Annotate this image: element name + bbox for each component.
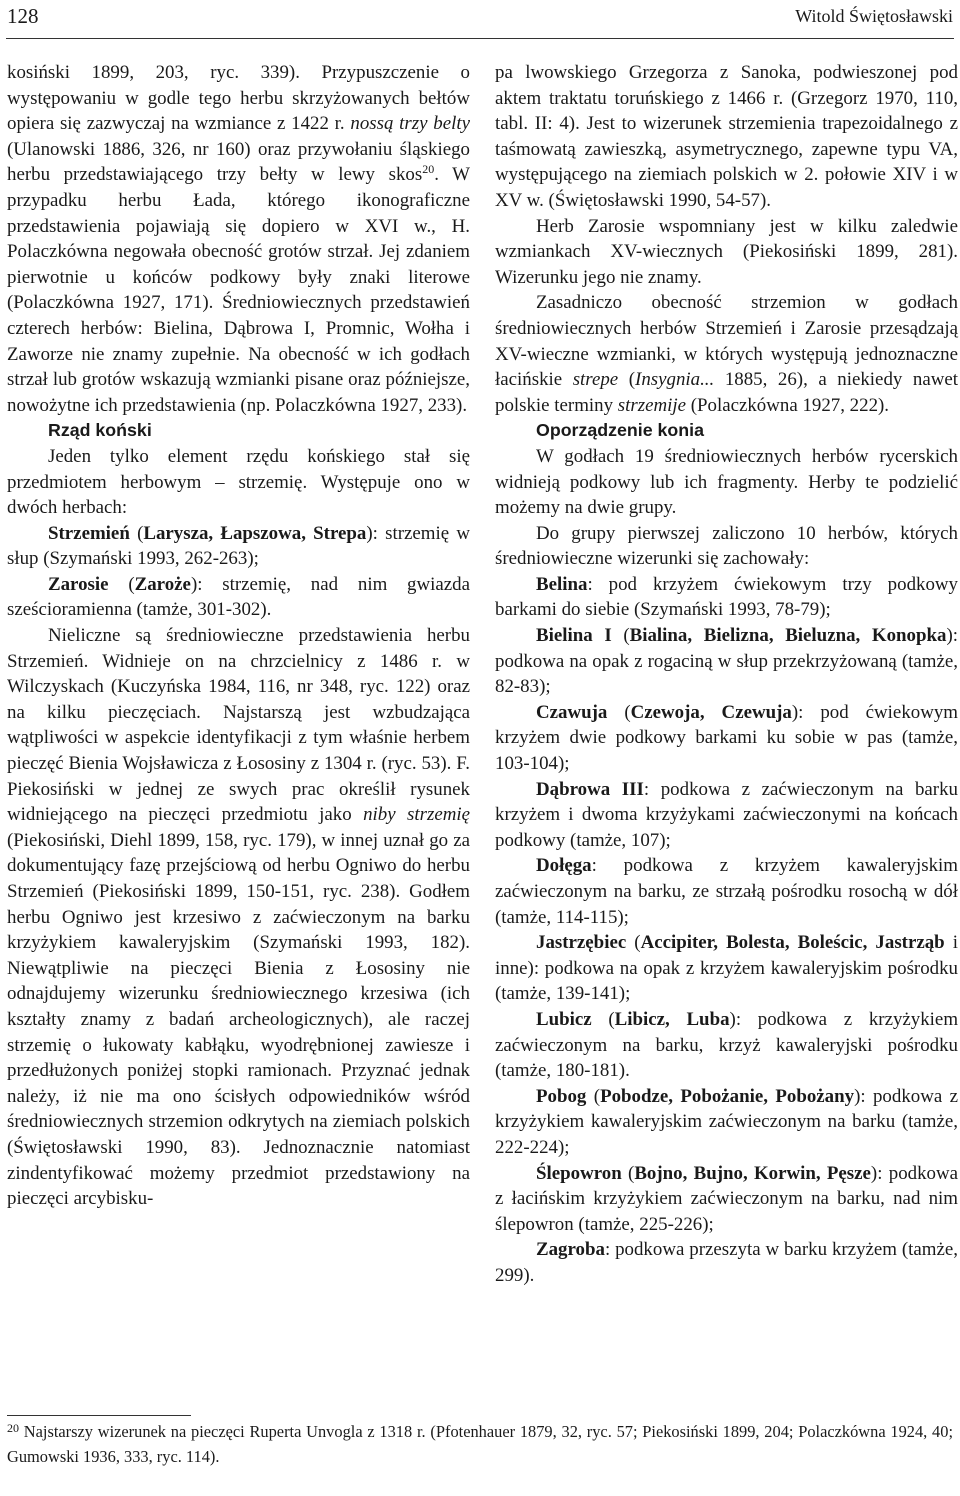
paragraph: Nieliczne są średniowieczne przedstawienia herbu Strzemień. Widnieje on na chrzcielnicy z 1486 r. w Wilczyskach (Kuczyńska 1984, 116, nr 348, ryc. 122) oraz na kilku pieczęciach. Najstarszą jest wzbudzająca wątpliwości w aspekcie identyfikacji z tym właśnie herbem pieczęć Bienia Wojsławicza z Łososiny z 1304 r. (ryc. 53). F. Piekosiński w jednej ze swych prac określił rysunek widniejącego na pieczęci przedmiotu jako niby strzemię (Piekosiński, Diehl 1899, 158, ryc. 179), w innej uznał go za dokumentujący fazę przejściową od herbu Ogniwo do herbu Strzemień (Piekosiński 1899, 150-151, ryc. 238). Godłem herbu Ogniwo jest krzesiwo z zaćwieczonym na barku krzyżykiem kawaleryjskim (Szymański 1993, 182). Niewątpliwie na pieczęci Bienia z Łososiny nie odnajdujemy wizerunku średniowiecznego krzesiwa (ich kształty znamy z badań archeologicznych), ale raczej strzemię o łukowaty kabłąku, wyodrębnionej zawiesze i przedłużonych poniżej stopki ramionach. Przyznać jednak należy, iż nie ma ono ścisłych odpowiedników wśród średniowiecznych strzemion odkrytych na ziemiach polskich (Świętosławski 1990, 83). Jednoznacznie natomiast zindentyfikować możemy przedmiot przedstawiony na pieczęci arcybisku- — [7, 625, 470, 1210]
list-item: Bielina I (Bialina, Bielizna, Bieluzna, Konopka): podkowa na opak z rogaciną w słup przekrzyżowaną (tamże, 82-83); — [495, 625, 958, 698]
list-item: Belina: pod krzyżem ćwiekowym trzy podkowy barkami do siebie (Szymański 1993, 78-79); — [495, 573, 958, 621]
list-item: Pobog (Pobodze, Pobożanie, Pobożany): podkowa z krzyżykiem kawaleryjskim zaćwieczonym na barku (tamże, 222-224); — [495, 1085, 958, 1158]
paragraph: Do grupy pierwszej zaliczono 10 herbów, których średniowieczne wizerunki się zachowały: — [495, 522, 958, 570]
right-column — [495, 60, 958, 1289]
running-author: Witold Świętosławski — [795, 6, 953, 26]
paragraph: W godłach 19 średniowiecznych herbów rycerskich widnieją podkowy lub ich fragmenty. Herby te podzielić możemy na dwie grupy. — [495, 445, 958, 519]
paragraph: pa lwowskiego Grzegorza z Sanoka, podwieszonej pod aktem traktatu toruńskiego z 1466 r. (Grzegorz 1970, 110, tabl. II: 4). Jest to wizerunek strzemienia trapezoidalnego z taśmowatą zawieszką, asymetrycznego, zapewne typu VA, występującego na ziemiach polskich w 2. połowie XIV i w XV w. (Świętosławski 1990, 54-57). — [495, 62, 958, 211]
list-item: Ślepowron (Bojno, Bujno, Korwin, Pęsze): podkowa z łacińskim krzyżykiem zaćwieczonym na barku, nad nim ślepowron (tamże, 225-226); — [495, 1162, 958, 1235]
list-item: Zarosie (Zaroże): strzemię, nad nim gwiazda sześcioramienna (tamże, 301-302). — [7, 573, 470, 621]
paragraph: Herb Zarosie wspomniany jest w kilku zaledwie wzmiankach XV-wiecznych (Piekosiński 1899, 281). Wizerunku jego nie znamy. — [495, 215, 958, 288]
list-item: Lubicz (Libicz, Luba): podkowa z krzyżykiem zaćwieczonym na barku, krzyż kawaleryjski pośrodku (tamże, 180-181). — [495, 1008, 959, 1082]
section-heading: Rząd koński — [48, 420, 152, 441]
section-heading: Oporządzenie konia — [536, 420, 704, 441]
list-item: Jastrzębiec (Accipiter, Bolesta, Boleścic, Jastrząb i inne): podkowa na opak z krzyżem kawaleryjskim pośrodku (tamże, 139-141); — [495, 932, 958, 1005]
list-item: Strzemień (Larysza, Łapszowa, Strepa): strzemię w słup (Szymański 1993, 262-263); — [7, 522, 470, 570]
paragraph: kosiński 1899, 203, ryc. 339). Przypuszczenie o występowaniu w godle tego herbu skrzyżowanych bełtów opiera się zazwyczaj na wzmiance z 1422 r. nossą trzy belty (Ulanowski 1886, 326, nr 160) oraz przywołaniu śląskiego herbu przedstawiającego trzy bełty w lewy skos$^{20}$. W przypadku herbu Łada, którego ikonograficzne przedstawienia pojawiają się dopiero w XVI w., H. Polaczkówna negowała obecność grotów strzał. Jej zdaniem pierwotnie u końców podkowy były znaki literowe (Polaczkówna 1927, 171). Średniowiecznych przedstawień czterech herbów: Bielina, Dąbrowa I, Promnic, Wołha i Zaworze nie znamy zupełnie. Na obecność w ich godłach strzał lub grotów wskazują wzmianki pisane oraz późniejsze, nowożytne ich przedstawienia (np. Polaczkówna 1927, 233). — [7, 62, 470, 416]
footnote: $^{20}$ Najstarszy wizerunek na pieczęci Ruperta Unvogla z 1318 r. (Pfotenhauer 1879, 32, ryc. 57; Piekosiński 1899, 204; Polaczkówna 1924, 40; Gumowski 1936, 333, ryc. 114). — [7, 1421, 953, 1466]
footnote-rule — [7, 1415, 191, 1416]
list-item: Dąbrowa III: podkowa z zaćwieczonym na barku krzyżem i dwoma krzyżykami zaćwieczonymi na końcach podkowy (tamże, 107); — [495, 778, 958, 851]
list-item: Dołęga: podkowa z krzyżem kawaleryjskim zaćwieczonym na barku, ze strzałą pośrodku rosochą w dół (tamże, 114-115); — [495, 855, 958, 928]
header-rule — [6, 38, 954, 39]
left-column — [7, 60, 470, 1212]
list-item: Zagroba: podkowa przeszyta w barku krzyżem (tamże, 299). — [495, 1239, 958, 1286]
paragraph: Zasadniczo obecność strzemion w godłach średniowiecznych herbów Strzemień i Zarosie przesądzają XV-wieczne wzmianki, w których występują jednoznaczne łacińskie strepe (Insygnia... 1885, 26), a niekiedy nawet polskie terminy strzemije (Polaczkówna 1927, 222). — [495, 292, 958, 416]
paragraph: Jeden tylko element rzędu końskiego stał się przedmiotem herbowym – strzemię. Występuje ono w dwóch herbach: — [7, 445, 470, 519]
footnote-ref: 20 — [422, 162, 435, 177]
footnote-number: 20 — [7, 1421, 19, 1435]
page-number: 128 — [7, 4, 39, 28]
running-header — [7, 4, 953, 32]
list-item: Czawuja (Czewoja, Czewuja): pod ćwiekowym krzyżem dwie podkowy barkami ku sobie w pas (tamże, 103-104); — [495, 701, 958, 775]
